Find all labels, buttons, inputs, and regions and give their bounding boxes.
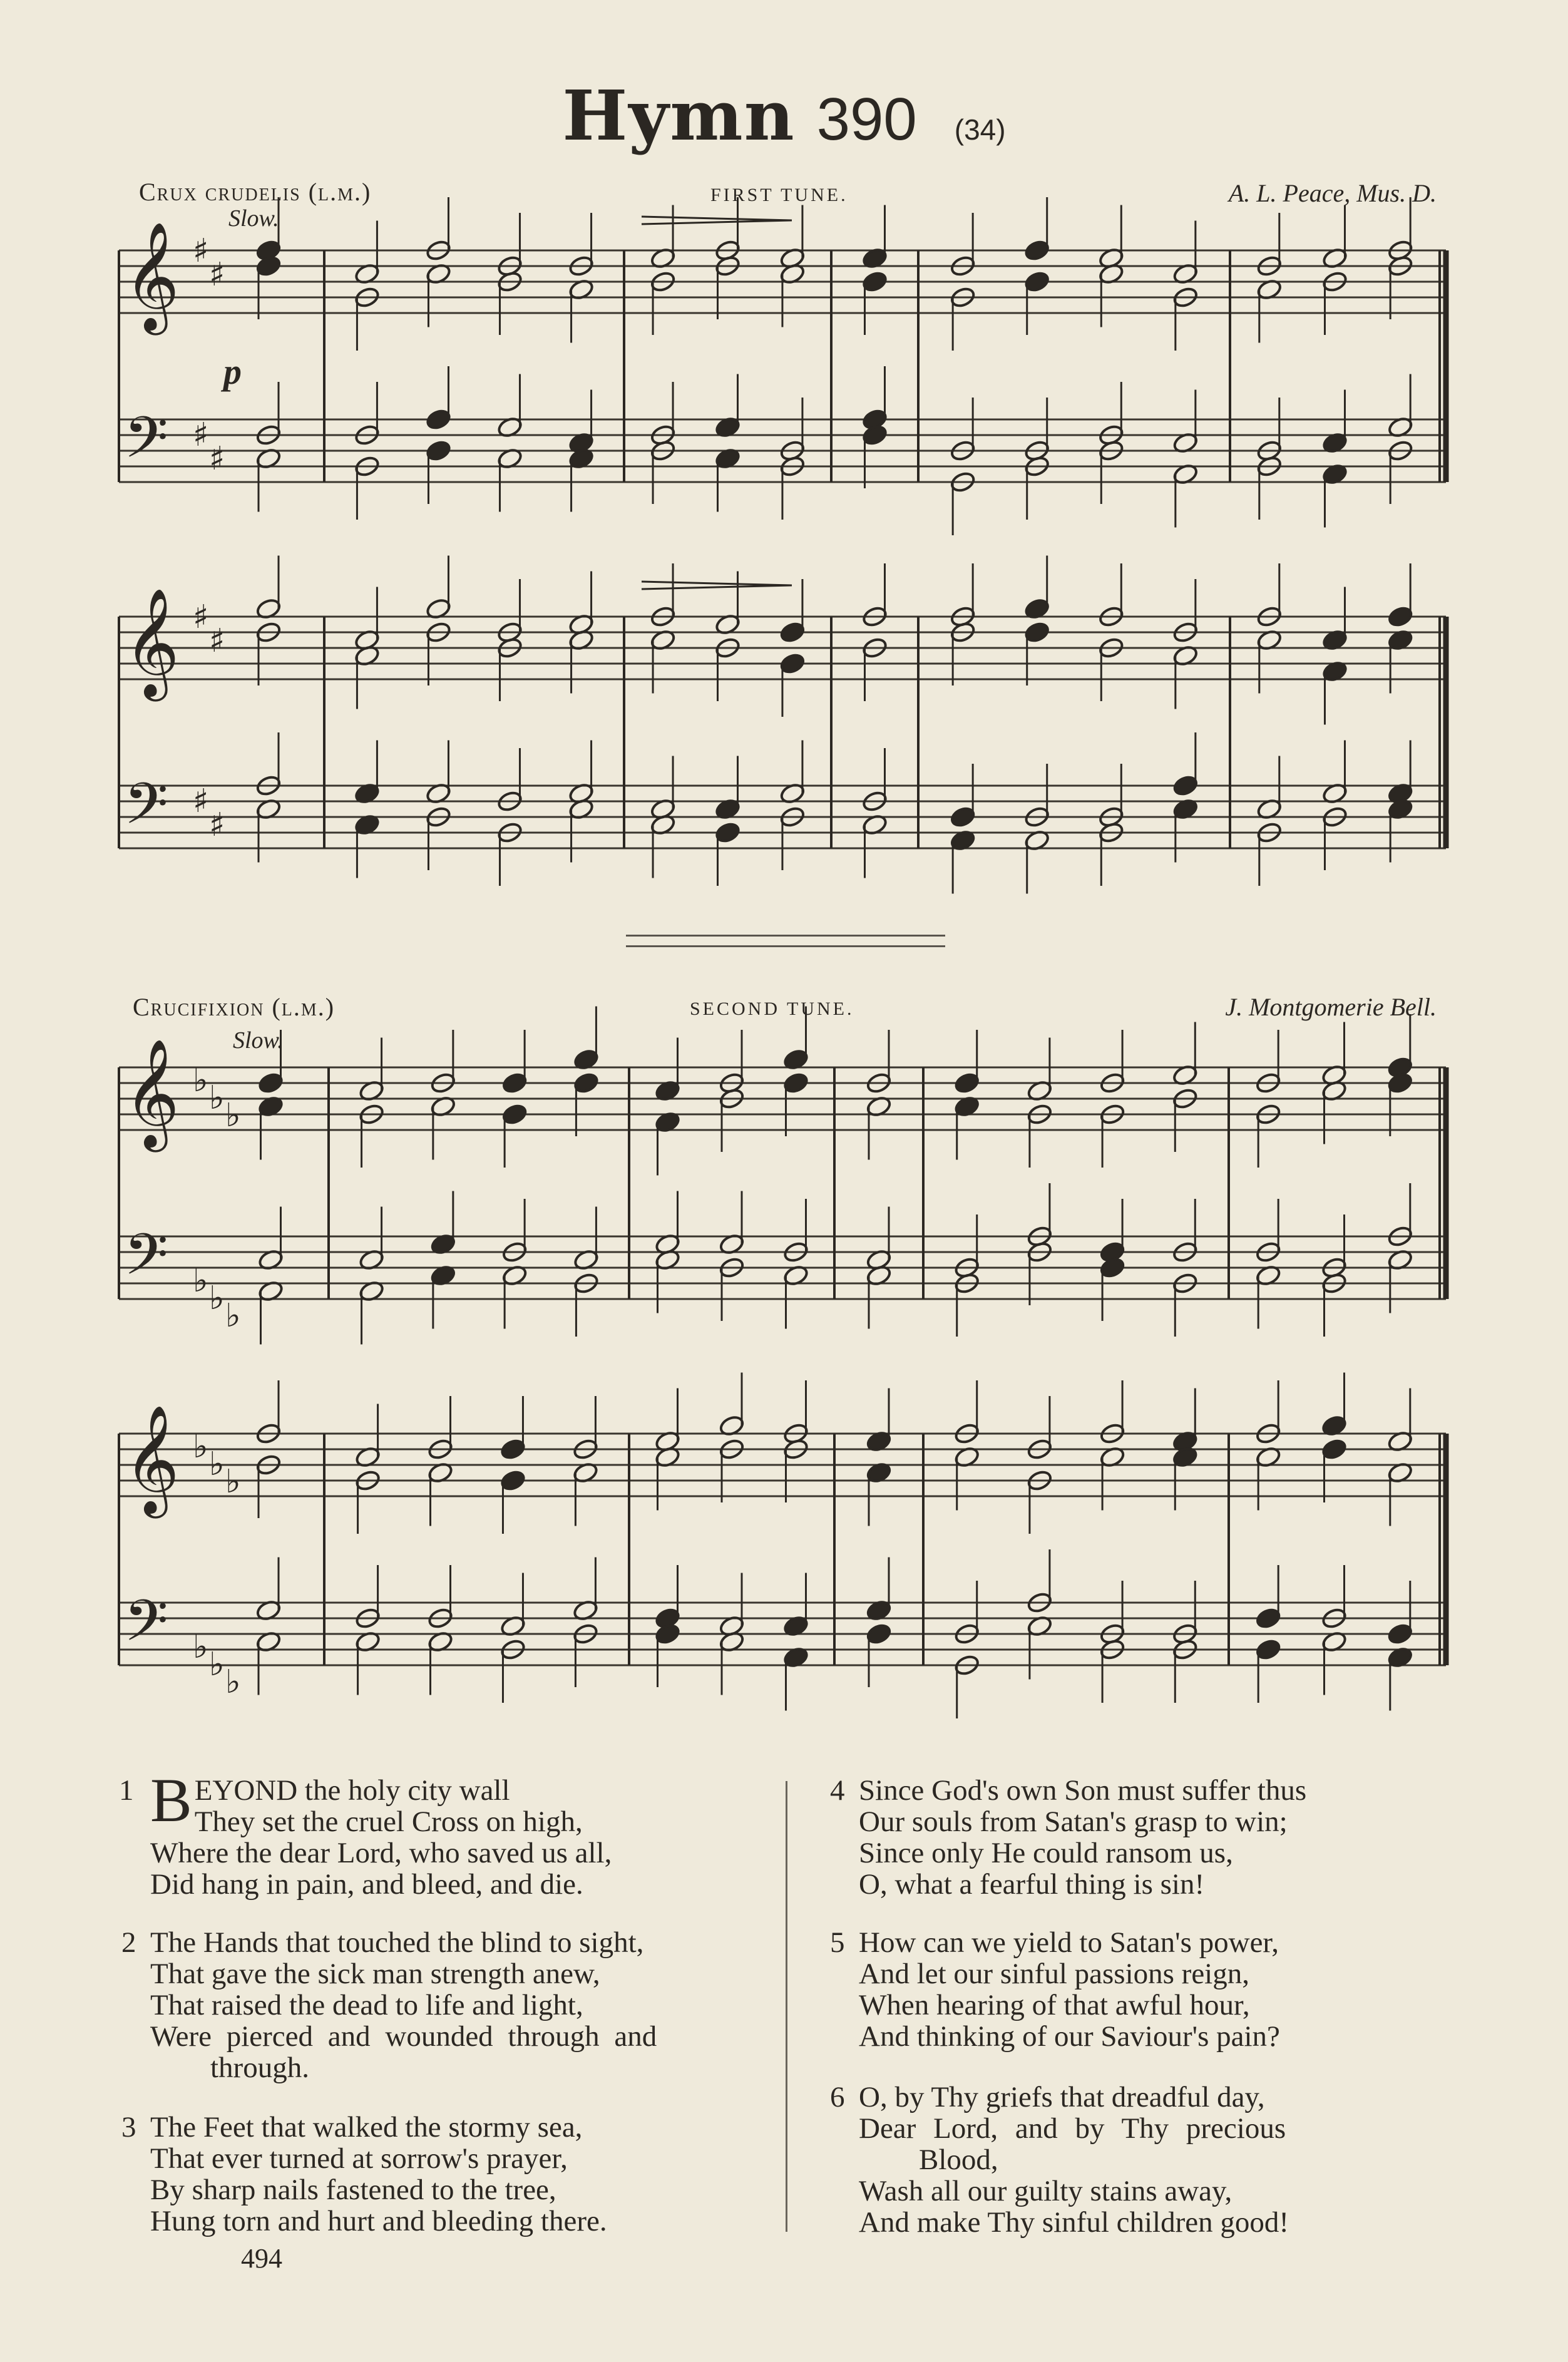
verse-number: 3 [121,2111,136,2144]
verse-line: through. [210,2051,309,2084]
dynamic-mark: p [223,351,242,392]
decrescendo-hairpin [642,220,792,224]
verse-line: That ever turned at sorrow's prayer, [150,2142,568,2175]
key-signature: ♭ [193,1628,208,1666]
tune-1-composer: A. L. Peace, Mus. D. [1228,179,1437,207]
verse-line: How can we yield to Satan's power, [859,1926,1279,1959]
key-signature: ♭ [225,1663,241,1701]
key-signature: ♯ [193,598,209,636]
verse-number: 6 [830,2081,845,2113]
tune-1-tempo: Slow. [228,205,279,232]
bass-clef: 𝄢 [124,771,168,851]
key-signature: ♯ [209,622,225,660]
bass-clef: 𝄢 [124,1588,168,1668]
verse-line: They set the cruel Cross on high, [194,1805,583,1838]
verse-line: EYOND the holy city wall [194,1774,510,1807]
tune-2-label: SECOND TUNE. [690,999,854,1019]
verse-3 [121,2111,607,2237]
verse-4 [830,1774,1307,1901]
page-number: 494 [241,2243,282,2274]
tune-1-name: Crux crudelis (l.m.) [139,178,372,206]
treble-clef: 𝄞 [124,1405,180,1514]
hymn-number: 390 [816,86,917,153]
hymn-word: Hymn [562,75,796,156]
verse-line: And make Thy sinful children good! [859,2206,1289,2239]
verse-line: Dear Lord, and by Thy precious [859,2112,1286,2145]
verse-line: O, what a fearful thing is sin! [859,1868,1205,1901]
key-signature: ♭ [209,1280,225,1317]
verse-line: Hung torn and hurt and bleeding there. [150,2205,607,2237]
key-signature: ♭ [209,1646,225,1683]
treble-clef: 𝄞 [124,1039,180,1148]
key-signature: ♭ [193,1262,208,1300]
key-signature: ♯ [193,783,209,820]
key-signature: ♭ [209,1079,225,1117]
key-signature: ♯ [209,256,225,294]
drop-cap: B [150,1765,192,1835]
verse-line: Wash all our guilty stains away, [859,2175,1232,2207]
verse-line: The Feet that walked the stormy sea, [150,2111,583,2144]
verse-line: Blood, [919,2144,998,2176]
treble-clef: 𝄞 [124,588,180,697]
key-signature: ♭ [193,1062,208,1099]
verse-line: That raised the dead to life and light, [150,1989,583,2021]
verse-line: That gave the sick man strength anew, [150,1958,600,1990]
key-signature: ♯ [209,440,225,478]
key-signature: ♭ [225,1297,241,1335]
verse-1 [119,1765,612,1901]
key-signature: ♯ [193,416,209,454]
verse-line: The Hands that touched the blind to sight, [150,1926,644,1959]
key-signature: ♭ [225,1097,241,1134]
verse-line: And thinking of our Saviour's pain? [859,2020,1280,2053]
bass-clef: 𝄢 [124,404,168,485]
verse-line: Since only He could ransom us, [859,1837,1233,1869]
verse-line: Since God's own Son must suffer thus [859,1774,1307,1807]
verse-line: Where the dear Lord, who saved us all, [150,1837,612,1869]
tune-2-composer: J. Montgomerie Bell. [1225,993,1437,1021]
treble-clef: 𝄞 [124,222,180,331]
verse-line: O, by Thy griefs that dreadful day, [859,2081,1265,2113]
verse-5 [830,1926,1280,2053]
verse-2 [121,1926,657,2084]
verse-line: By sharp nails fastened to the tree, [150,2174,556,2206]
column-rule [786,1781,787,2232]
verse-number: 2 [121,1926,136,1959]
key-signature: ♯ [193,232,209,270]
verse-line: When hearing of that awful hour, [859,1989,1250,2021]
tune-2-name: Crucifixion (l.m.) [133,993,336,1021]
tune-2-tempo: Slow. [233,1027,284,1054]
tune-1-label: FIRST TUNE. [710,185,848,205]
key-signature: ♯ [209,806,225,844]
verse-line: Were pierced and wounded through and [150,2020,657,2053]
key-signature: ♭ [225,1463,241,1501]
decrescendo-hairpin [642,585,792,589]
verse-number: 5 [830,1926,845,1959]
decrescendo-hairpin [642,582,792,585]
verse-6 [830,2081,1289,2239]
verse-number: 1 [119,1774,134,1807]
verse-line: Did hang in pain, and bleed, and die. [150,1868,583,1901]
hymn-reference: (34) [954,113,1006,146]
decrescendo-hairpin [642,217,792,220]
verse-line: And let our sinful passions reign, [859,1958,1249,1990]
bass-clef: 𝄢 [124,1221,168,1302]
verse-number: 4 [830,1774,845,1807]
key-signature: ♭ [209,1445,225,1483]
verse-line: Our souls from Satan's grasp to win; [859,1805,1288,1838]
key-signature: ♭ [193,1428,208,1466]
